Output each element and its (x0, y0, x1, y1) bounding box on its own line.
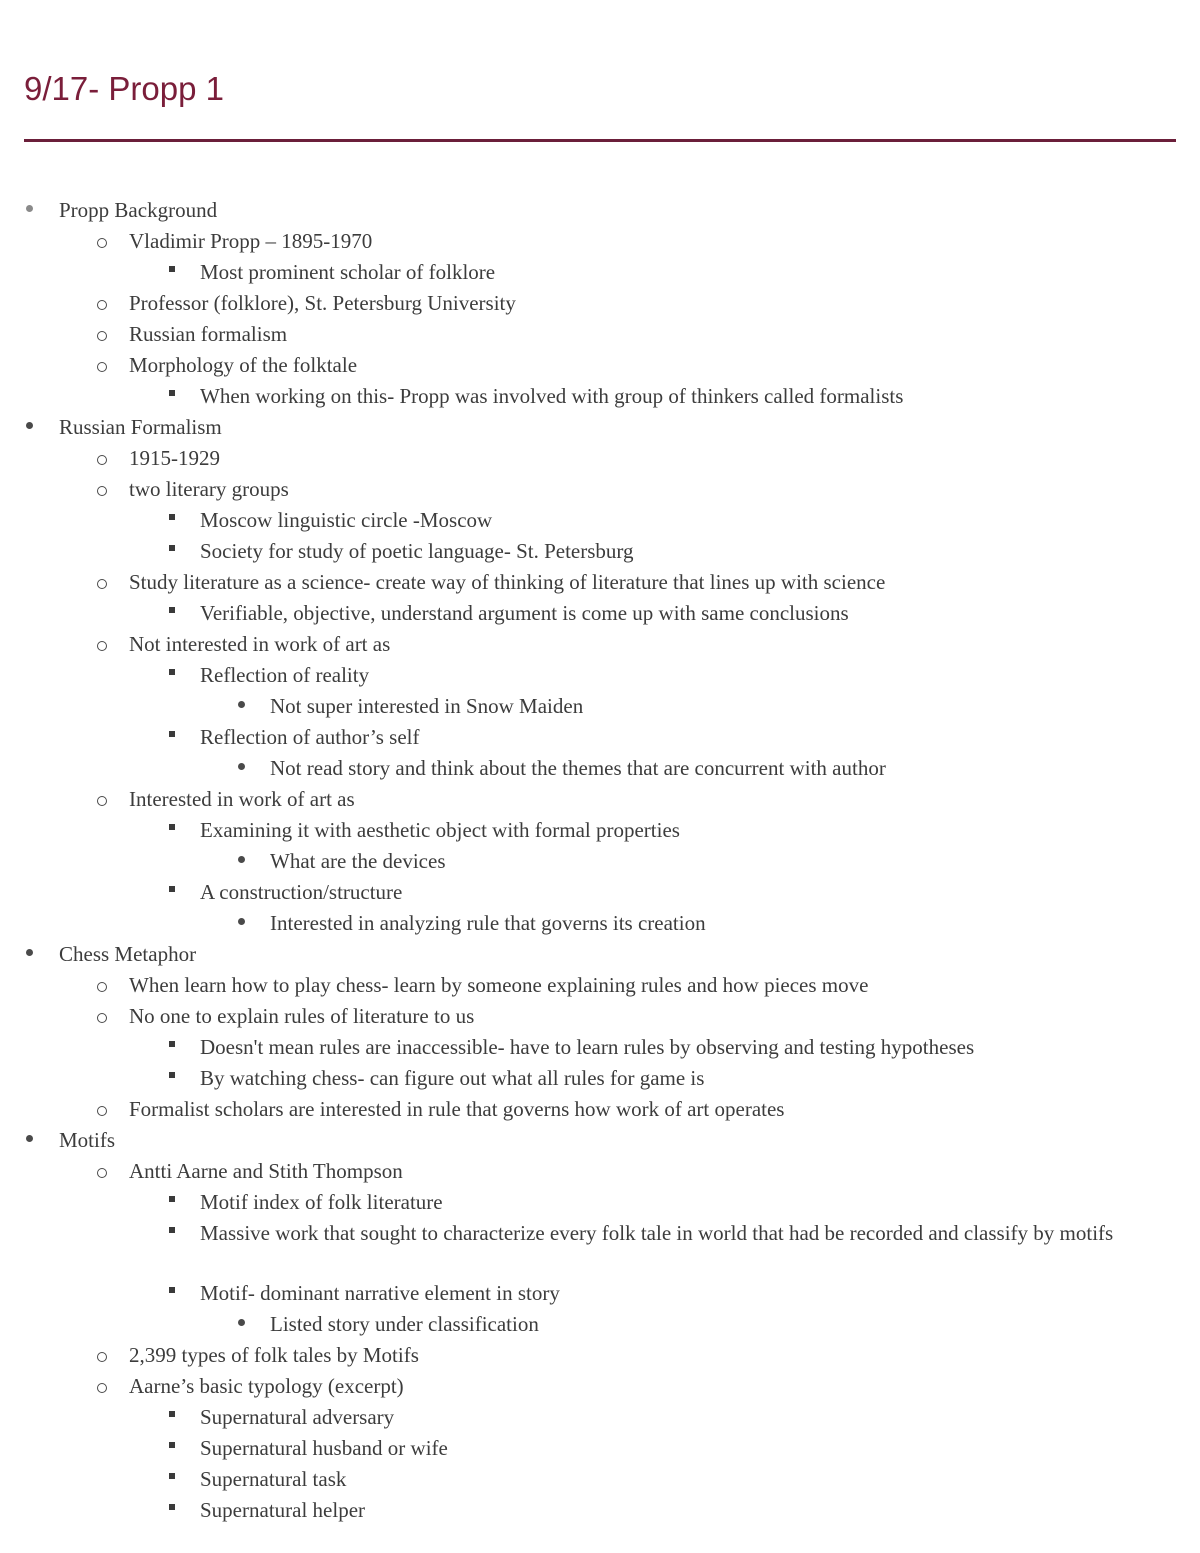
list-item: Interested in work of art as (129, 787, 355, 811)
square-bullet-icon (169, 390, 175, 396)
hollow-bullet-icon (97, 486, 107, 496)
list-item: Moscow linguistic circle -Moscow (200, 508, 493, 532)
hollow-bullet-icon (97, 1106, 107, 1116)
list-item: Propp Background (59, 198, 218, 222)
square-bullet-icon (169, 607, 175, 613)
hollow-bullet-icon (97, 579, 107, 589)
list-item: Russian formalism (129, 322, 288, 346)
hollow-bullet-icon (97, 982, 107, 992)
hollow-bullet-icon (97, 1013, 107, 1023)
square-bullet-icon (169, 824, 175, 830)
dot-bullet-icon (238, 1319, 245, 1326)
list-item: Supernatural helper (200, 1498, 366, 1522)
dot-bullet-icon (238, 763, 245, 770)
list-item: Supernatural adversary (200, 1405, 395, 1429)
list-item: Motif- dominant narrative element in story (200, 1281, 560, 1305)
square-bullet-icon (169, 1411, 175, 1417)
list-item: 1915-1929 (129, 446, 220, 470)
list-item: Massive work that sought to characterize every folk tale in world that had be recorded and classify by motifs (200, 1221, 1114, 1245)
list-item: Interested in analyzing rule that governs its creation (270, 911, 706, 935)
dot-bullet-icon (26, 1135, 33, 1142)
list-item: Doesn't mean rules are inaccessible- have to learn rules by observing and testing hypotheses (200, 1035, 975, 1059)
list-item: Antti Aarne and Stith Thompson (129, 1159, 403, 1183)
list-item: Not interested in work of art as (129, 632, 391, 656)
list-item: Verifiable, objective, understand argument is come up with same conclusions (200, 601, 849, 625)
list-item: Aarne’s basic typology (excerpt) (129, 1374, 404, 1398)
list-item: When working on this- Propp was involved with group of thinkers called formalists (200, 384, 904, 408)
square-bullet-icon (169, 669, 175, 675)
page-title: 9/17- Propp 1 (24, 70, 224, 107)
square-bullet-icon (169, 1227, 175, 1233)
hollow-bullet-icon (97, 641, 107, 651)
list-item: Not read story and think about the themes that are concurrent with author (270, 756, 886, 780)
list-item: 2,399 types of folk tales by Motifs (129, 1343, 419, 1367)
list-item: A construction/structure (200, 880, 403, 904)
list-item: Society for study of poetic language- St. Petersburg (200, 539, 634, 563)
list-item: Most prominent scholar of folklore (200, 260, 496, 284)
list-item: Supernatural husband or wife (200, 1436, 448, 1460)
title-underline (24, 139, 1176, 142)
list-item: Listed story under classification (270, 1312, 539, 1336)
list-item: What are the devices (270, 849, 446, 873)
hollow-bullet-icon (97, 1383, 107, 1393)
hollow-bullet-icon (97, 455, 107, 465)
square-bullet-icon (169, 1504, 175, 1510)
list-item: Examining it with aesthetic object with formal properties (200, 818, 680, 842)
list-item: Reflection of author’s self (200, 725, 420, 749)
list-item: Vladimir Propp – 1895-1970 (129, 229, 373, 253)
list-item: Supernatural task (200, 1467, 347, 1491)
hollow-bullet-icon (97, 238, 107, 248)
list-item: Study literature as a science- create way of thinking of literature that lines up with science (129, 570, 886, 594)
list-item: When learn how to play chess- learn by someone explaining rules and how pieces move (129, 973, 869, 997)
hollow-bullet-icon (97, 796, 107, 806)
list-item: Chess Metaphor (59, 942, 197, 966)
square-bullet-icon (169, 1041, 175, 1047)
square-bullet-icon (169, 731, 175, 737)
square-bullet-icon (169, 266, 175, 272)
dot-bullet-icon (26, 205, 33, 212)
dot-bullet-icon (26, 949, 33, 956)
square-bullet-icon (169, 1072, 175, 1078)
square-bullet-icon (169, 1473, 175, 1479)
hollow-bullet-icon (97, 300, 107, 310)
list-item: Russian Formalism (59, 415, 222, 439)
hollow-bullet-icon (97, 331, 107, 341)
list-item: Formalist scholars are interested in rule that governs how work of art operates (129, 1097, 785, 1121)
square-bullet-icon (169, 886, 175, 892)
square-bullet-icon (169, 545, 175, 551)
square-bullet-icon (169, 1442, 175, 1448)
hollow-bullet-icon (97, 362, 107, 372)
dot-bullet-icon (238, 856, 245, 863)
square-bullet-icon (169, 1196, 175, 1202)
list-item: By watching chess- can figure out what all rules for game is (200, 1066, 705, 1090)
hollow-bullet-icon (97, 1352, 107, 1362)
list-item: Reflection of reality (200, 663, 370, 687)
hollow-bullet-icon (97, 1168, 107, 1178)
dot-bullet-icon (26, 422, 33, 429)
list-item: Motif index of folk literature (200, 1190, 443, 1214)
list-item: Professor (folklore), St. Petersburg University (129, 291, 516, 315)
square-bullet-icon (169, 1287, 175, 1293)
list-item: No one to explain rules of literature to us (129, 1004, 475, 1028)
square-bullet-icon (169, 514, 175, 520)
dot-bullet-icon (238, 918, 245, 925)
dot-bullet-icon (238, 701, 245, 708)
list-item: Motifs (59, 1128, 116, 1152)
list-item: Morphology of the folktale (129, 353, 358, 377)
list-item: Not super interested in Snow Maiden (270, 694, 584, 718)
list-item: two literary groups (129, 477, 289, 501)
